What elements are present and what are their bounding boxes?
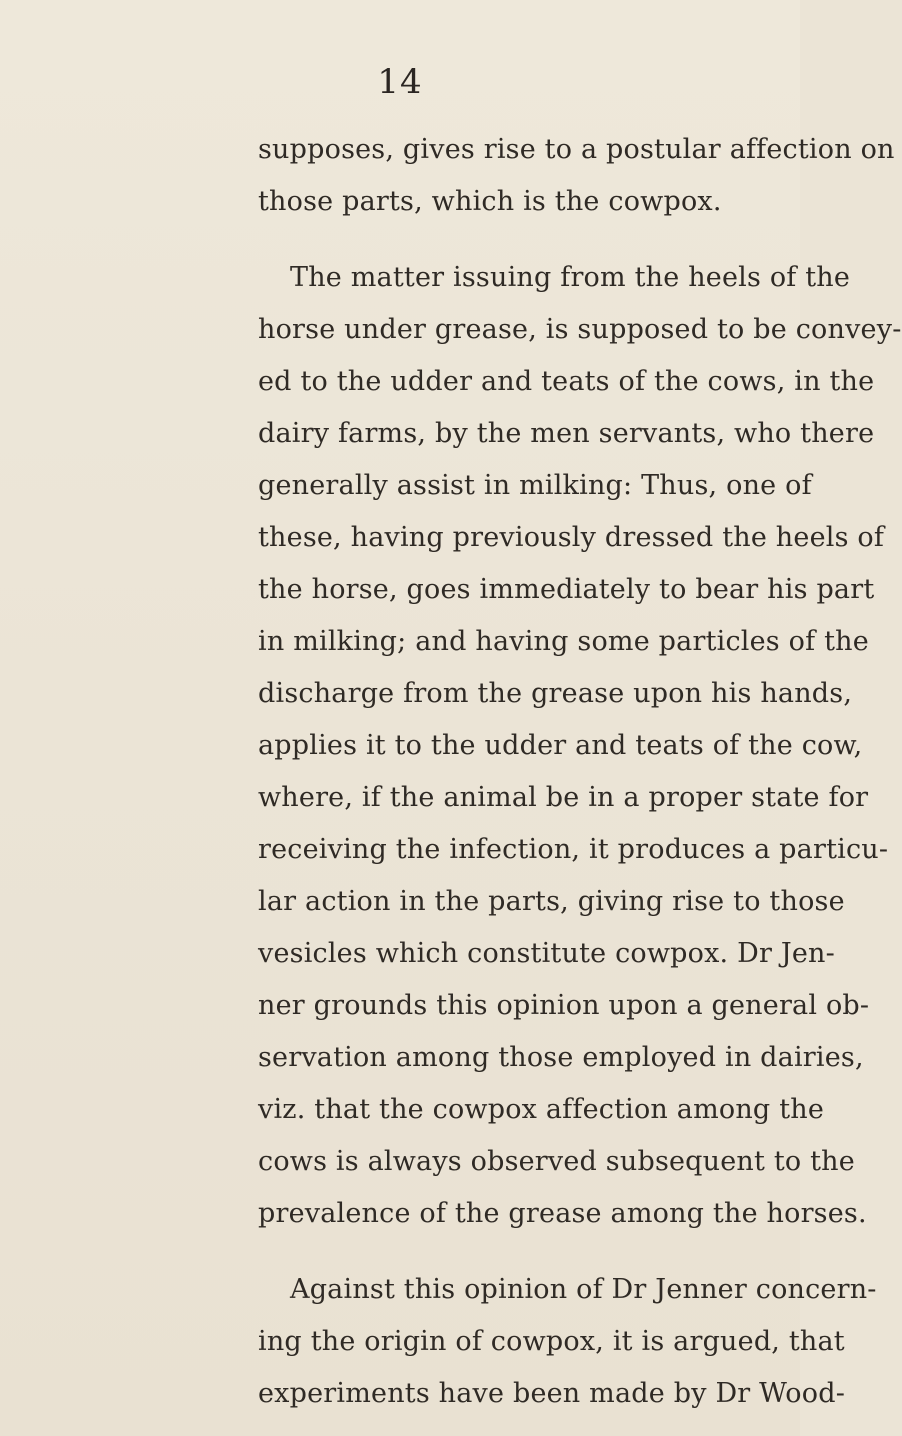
text-line: dairy farms, by the men servants, who there: [258, 418, 875, 449]
text-line: the horse, goes immediately to bear his part: [258, 574, 875, 605]
text-line: receiving the infection, it produces a particu-: [258, 834, 889, 865]
text-line: these, having previously dressed the heels of: [258, 522, 885, 553]
text-line: in milking; and having some particles of the: [258, 626, 869, 657]
text-line: discharge from the grease upon his hands,: [258, 678, 853, 709]
text-line: those parts, which is the cowpox.: [258, 186, 722, 217]
text-line: ner grounds this opinion upon a general ob-: [258, 990, 870, 1021]
text-line: ed to the udder and teats of the cows, in the: [258, 366, 875, 397]
text-line: viz. that the cowpox affection among the: [258, 1094, 825, 1125]
text-line: servation among those employed in dairies,: [258, 1042, 864, 1073]
text-line: ing the origin of cowpox, it is argued, that: [258, 1326, 845, 1357]
text-line: Against this opinion of Dr Jenner concern-: [290, 1274, 877, 1305]
text-line: cows is always observed subsequent to the: [258, 1146, 855, 1177]
text-line: supposes, gives rise to a postular affection on: [258, 134, 895, 165]
text-line: horse under grease, is supposed to be convey-: [258, 314, 902, 345]
page-number: 14: [377, 62, 423, 102]
text-line: where, if the animal be in a proper state for: [258, 782, 869, 813]
text-line: lar action in the parts, giving rise to those: [258, 886, 845, 917]
text-line: vesicles which constitute cowpox. Dr Jen-: [258, 938, 835, 969]
text-line: generally assist in milking: Thus, one of: [258, 470, 812, 501]
text-line: The matter issuing from the heels of the: [290, 262, 851, 293]
text-line: prevalence of the grease among the horses.: [258, 1198, 867, 1229]
text-line: experiments have been made by Dr Wood-: [258, 1378, 846, 1409]
text-line: applies it to the udder and teats of the cow,: [258, 730, 863, 761]
